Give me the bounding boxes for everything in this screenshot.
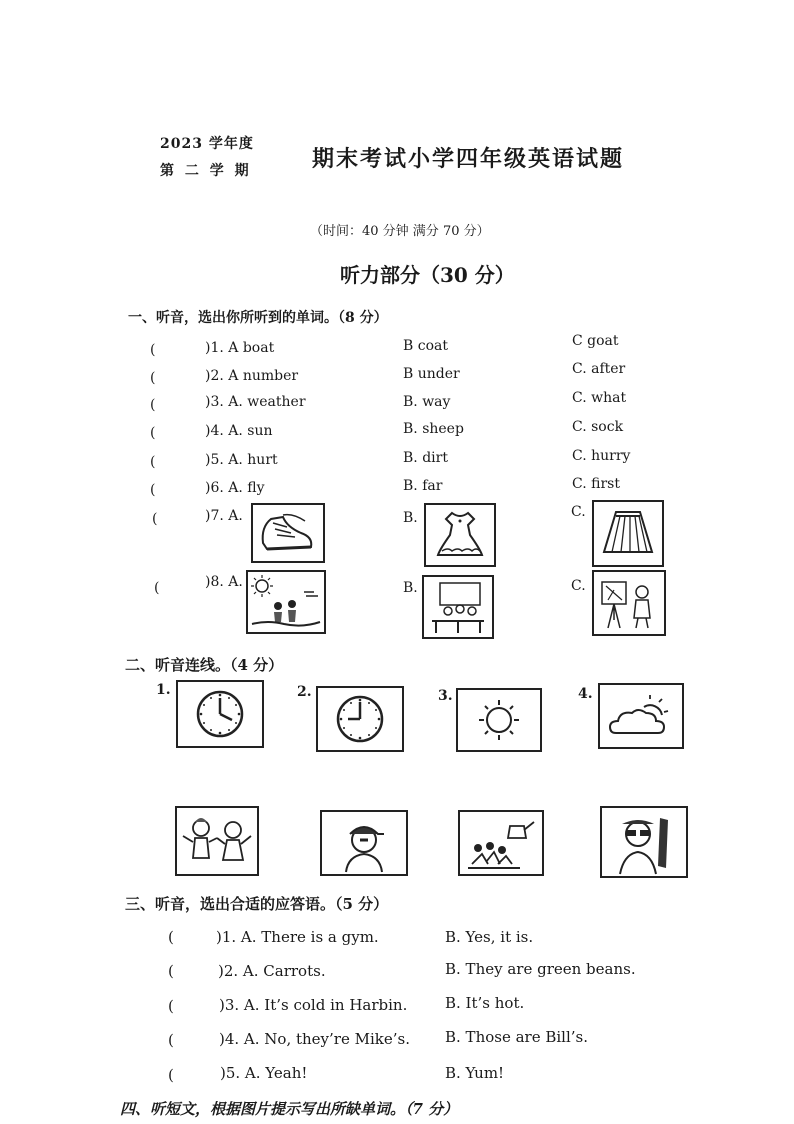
option-a: )2. A. Carrots.: [218, 962, 326, 980]
part1-heading: 一、听音，选出你所听到的单词。（8 分）: [128, 310, 388, 326]
answer-paren: (: [152, 511, 158, 527]
watering-plants-icon: [460, 812, 542, 874]
option-b: B. Yes, it is.: [445, 928, 534, 946]
option-b: B. far: [403, 478, 443, 494]
answer-paren: (: [150, 342, 156, 358]
dancing-kids-picture: [175, 806, 259, 876]
boy-cap-picture: [320, 810, 408, 876]
option-b: B. sheep: [403, 421, 464, 437]
match-label-4: 4.: [578, 686, 593, 702]
q8-option-a: )8. A.: [205, 574, 243, 590]
dress-icon: [426, 505, 494, 565]
option-a: )4. A. No, they’re Mike’s.: [219, 1030, 410, 1048]
option-c: C. hurry: [572, 448, 631, 464]
answer-paren: (: [150, 397, 156, 413]
option-a: )5. A. hurt: [205, 452, 278, 468]
part3-heading: 三、听音，选出合适的应答语。（5 分）: [125, 895, 389, 913]
year-line: 2023 学年度: [160, 136, 254, 152]
answer-paren: (: [150, 370, 156, 386]
term-line: 第 二 学 期: [160, 163, 252, 179]
match-label-1: 1.: [156, 682, 171, 698]
match-label-2: 2.: [297, 684, 312, 700]
option-c: C. first: [572, 476, 620, 492]
option-a: )2. A number: [205, 368, 299, 384]
match-label-3: 3.: [438, 688, 453, 704]
q7-option-b: B.: [403, 510, 418, 526]
q7-option-a: )7. A.: [205, 508, 243, 524]
clock-icon: [318, 688, 402, 750]
sunglasses-person-icon: [602, 808, 686, 876]
outdoor-scene-picture: [246, 570, 326, 634]
option-a: )3. A. weather: [205, 394, 306, 410]
option-c: C. what: [572, 390, 627, 406]
skirt-icon: [594, 502, 662, 565]
classroom-picture: [422, 575, 494, 639]
option-a: )1. A boat: [205, 340, 275, 356]
shoes-icon: [253, 505, 323, 561]
answer-paren: (: [150, 425, 156, 441]
option-b: B. Yum!: [445, 1064, 505, 1082]
option-c: C. after: [572, 361, 626, 377]
option-b: B. Those are Bill’s.: [445, 1028, 589, 1046]
option-c: C goat: [572, 333, 619, 349]
clock-picture-1: [176, 680, 264, 748]
option-b: B. It’s hot.: [445, 994, 525, 1012]
cloudy-picture: [598, 683, 684, 749]
sun-icon: [458, 690, 540, 750]
option-b: B. They are green beans.: [445, 960, 636, 978]
answer-paren: (: [150, 482, 156, 498]
answer-paren: (: [168, 1031, 174, 1049]
option-a: )4. A. sun: [205, 423, 273, 439]
option-a: )3. A. It’s cold in Harbin.: [219, 996, 408, 1014]
option-c: C. sock: [572, 419, 624, 435]
option-b: B. dirt: [403, 450, 448, 466]
option-a: )1. A. There is a gym.: [216, 928, 379, 946]
classroom-icon: [424, 577, 492, 637]
q8-option-c: C.: [571, 578, 586, 594]
option-a: )5. A. Yeah!: [220, 1064, 308, 1082]
exam-title: 期末考试小学四年级英语试题: [312, 146, 625, 172]
answer-paren: (: [168, 997, 174, 1015]
option-b: B under: [403, 366, 460, 382]
skirt-picture: [592, 500, 664, 567]
easel-painting-icon: [594, 572, 664, 634]
clock-picture-2: [316, 686, 404, 752]
option-b: B. way: [403, 394, 451, 410]
dress-picture: [424, 503, 496, 567]
boy-cap-icon: [322, 812, 406, 874]
sun-outdoor-icon: [248, 572, 324, 632]
answer-paren: (: [168, 928, 174, 946]
watering-picture: [458, 810, 544, 876]
shoes-picture: [251, 503, 325, 563]
answer-paren: (: [154, 580, 160, 596]
dancing-kids-icon: [177, 808, 257, 874]
painting-picture: [592, 570, 666, 636]
sun-picture: [456, 688, 542, 752]
answer-paren: (: [150, 454, 156, 470]
listening-title: 听力部分（30 分）: [340, 263, 515, 287]
q7-option-c: C.: [571, 504, 586, 520]
part4-heading: 四、听短文，根据图片提示写出所缺单词。（7 分）: [120, 1100, 459, 1118]
q8-option-b: B.: [403, 580, 418, 596]
option-b: B coat: [403, 338, 448, 354]
exam-subtitle: （时间：40 分钟 满分 70 分）: [310, 224, 490, 239]
answer-paren: (: [168, 962, 174, 980]
clock-icon: [178, 682, 262, 746]
option-a: )6. A. fly: [205, 480, 265, 496]
sun-cloud-icon: [600, 685, 682, 747]
sunglasses-picture: [600, 806, 688, 878]
part2-heading: 二、听音连线。（4 分）: [125, 656, 284, 674]
answer-paren: (: [168, 1066, 174, 1084]
